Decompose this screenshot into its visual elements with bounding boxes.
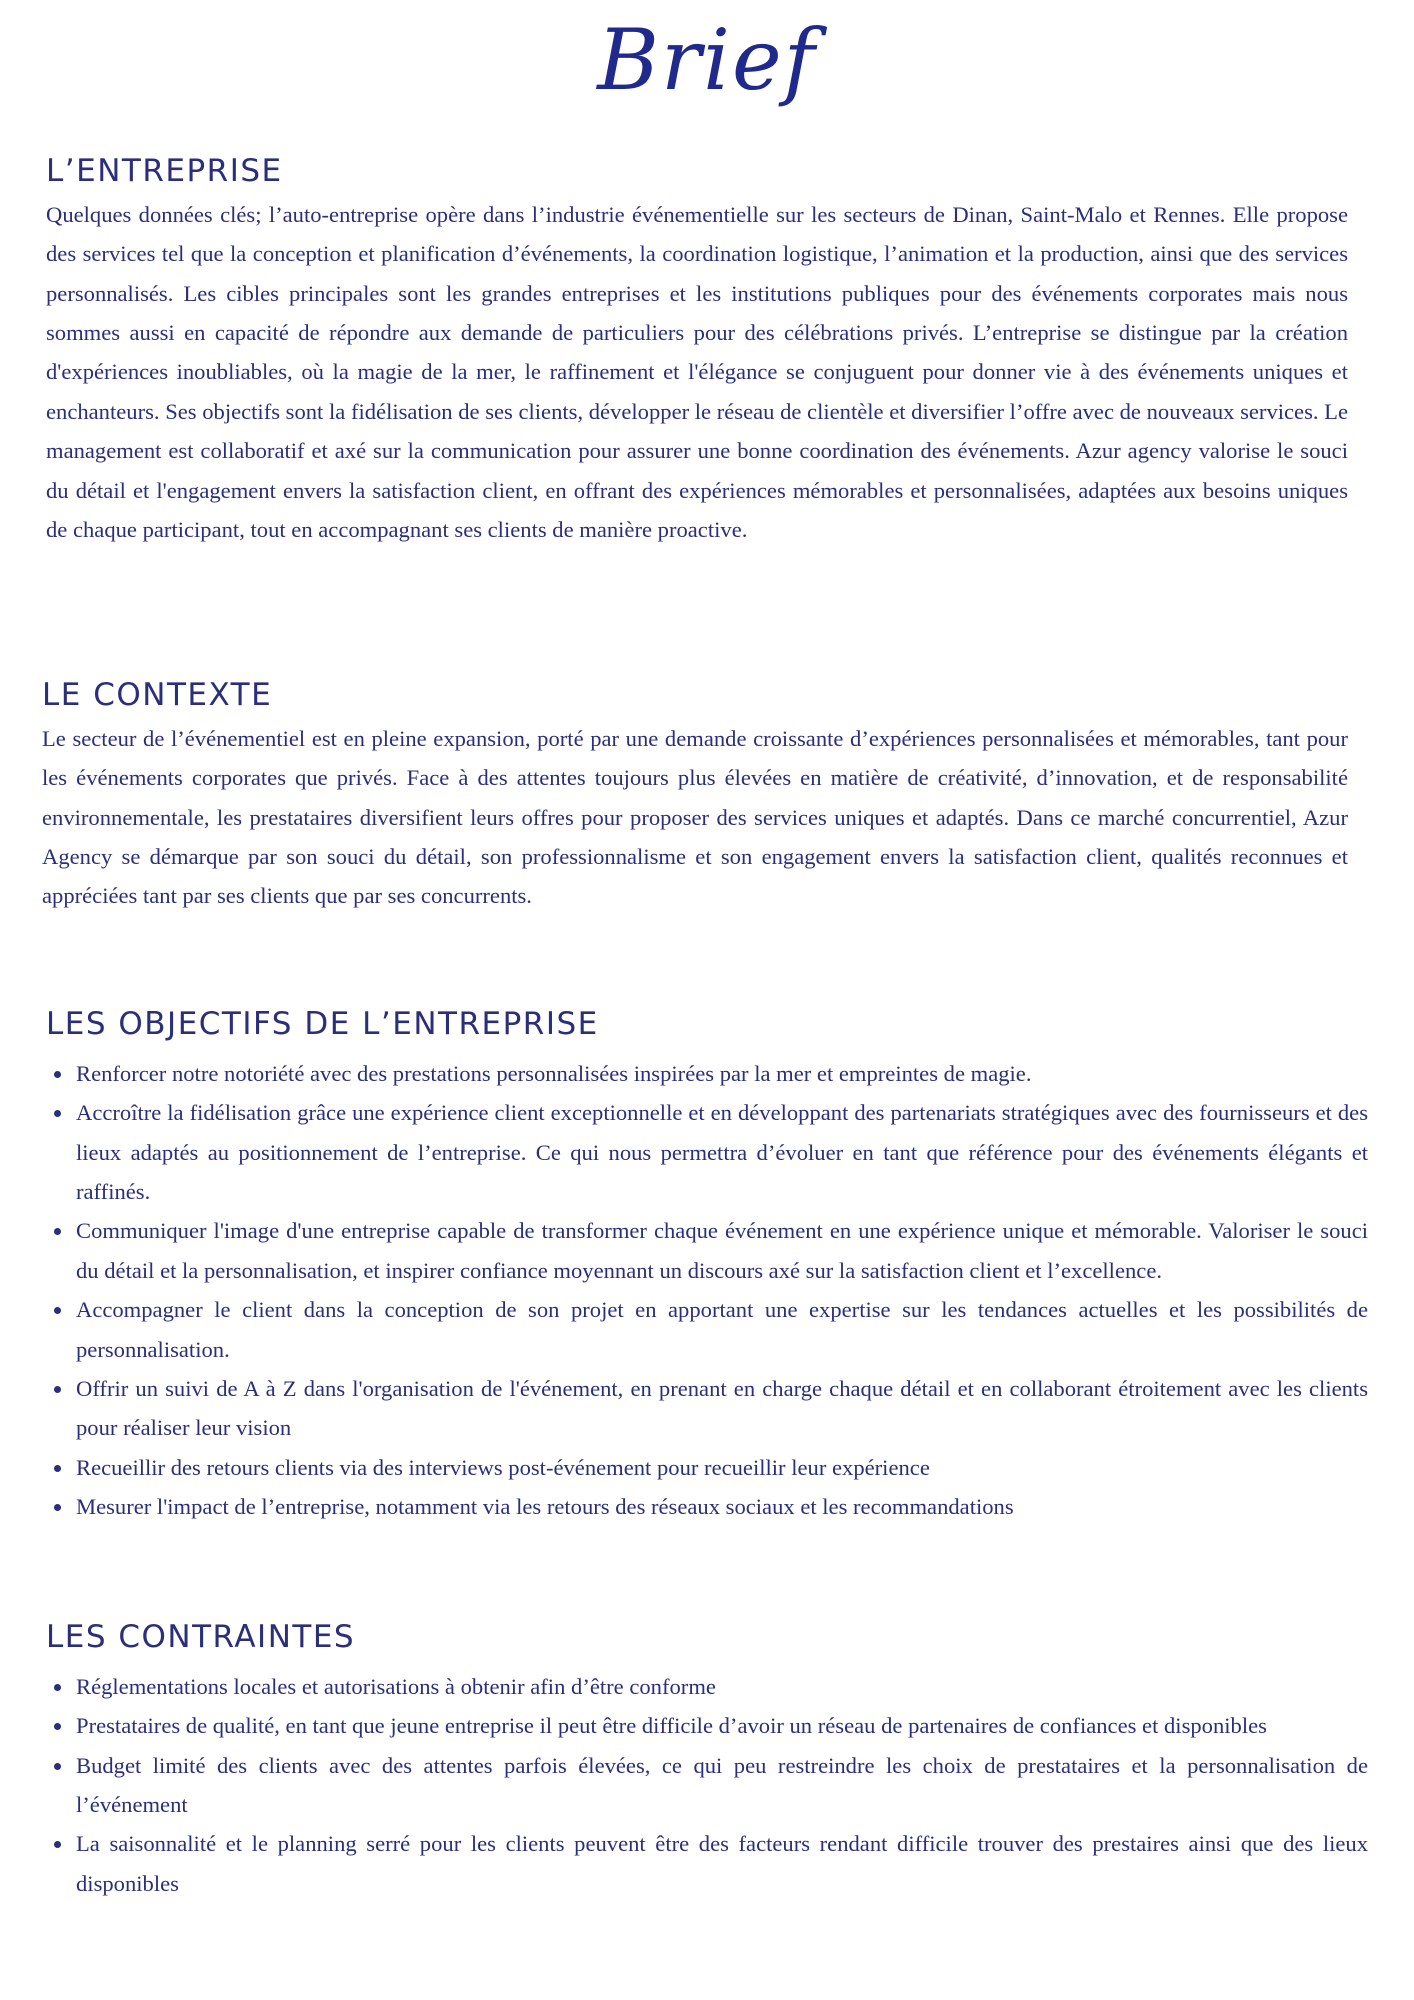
section-text-entreprise: Quelques données clés; l’auto-entreprise opère dans l’industrie événementielle sur les secteurs de Dinan, Saint-Malo et Rennes. Elle propose des services tel que la conception et planification d’événements, la coordination logistique, l’animation et la production, ainsi que des services personnalisés. Les cibles principales sont les grandes entreprises et les institutions publiques pour des événements corporates mais nous sommes aussi en capacité de répondre aux demande de particuliers pour des célébrations privés. L’entreprise se distingue par la création d'expériences inoubliables, où la magie de la mer, le raffinement et l'élégance se conjuguent pour donner vie à des événements uniques et enchanteurs. Ses objectifs sont la fidélisation de ses clients, développer le réseau de clientèle et diversifier l’offre avec de nouveaux services. Le management est collaboratif et axé sur la communication pour assurer une bonne coordination des événements. Azur agency valorise le souci du détail et l'engagement envers la satisfaction client, en offrant des expériences mémorables et personnalisées, adaptées aux besoins uniques de chaque participant, tout en accompagnant ses clients de manière proactive.: [46, 201, 1348, 542]
section-heading-contraintes: LES CONTRAINTES: [46, 1619, 356, 1655]
section-heading-objectifs: LES OBJECTIFS DE L’ENTREPRISE: [46, 1006, 599, 1042]
section-objectifs: [46, 1005, 1368, 1527]
section-entreprise: [46, 152, 1348, 549]
list-item: Accroître la fidélisation grâce une expérience client exceptionnelle et en développant des partenariats stratégiques avec des fournisseurs et des lieux adaptés au positionnement de l’entreprise. Ce qui nous permettra d’évoluer en tant que référence pour des événements élégants et raffinés.: [76, 1093, 1368, 1211]
list-item: Recueillir des retours clients via des interviews post-événement pour recueillir leur expérience: [76, 1448, 1368, 1487]
objectifs-list: [46, 1054, 1368, 1527]
page-title: Brief: [597, 11, 817, 109]
list-item: Accompagner le client dans la conception de son projet en apportant une expertise sur les tendances actuelles et les possibilités de personnalisation.: [76, 1290, 1368, 1369]
list-item: La saisonnalité et le planning serré pour les clients peuvent être des facteurs rendant difficile trouver des prestaires ainsi que des lieux disponibles: [76, 1824, 1368, 1903]
list-item: Offrir un suivi de A à Z dans l'organisation de l'événement, en prenant en charge chaque détail et en collaborant étroitement avec les clients pour réaliser leur vision: [76, 1369, 1368, 1448]
list-item: Réglementations locales et autorisations à obtenir afin d’être conforme: [76, 1667, 1368, 1706]
section-contraintes: [46, 1618, 1368, 1903]
list-item: Communiquer l'image d'une entreprise capable de transformer chaque événement en une expérience unique et mémorable. Valoriser le souci du détail et la personnalisation, et inspirer confiance moyennant un discours axé sur la satisfaction client et l’excellence.: [76, 1211, 1368, 1290]
list-item: Prestataires de qualité, en tant que jeune entreprise il peut être difficile d’avoir un réseau de partenaires de confiances et disponibles: [76, 1706, 1368, 1745]
section-heading-contexte: LE CONTEXTE: [42, 677, 273, 713]
section-text-contexte: Le secteur de l’événementiel est en pleine expansion, porté par une demande croissante d’expériences personnalisées et mémorables, tant pour les événements corporates que privés. Face à des attentes toujours plus élevées en matière de créativité, d’innovation, et de responsabilité environnementale, les prestataires diversifient leurs offres pour proposer des services uniques et adaptés. Dans ce marché concurrentiel, Azur Agency se démarque par son souci du détail, son professionnalisme et son engagement envers la satisfaction client, qualités reconnues et appréciées tant par ses clients que par ses concurrents.: [42, 725, 1348, 909]
list-item: Mesurer l'impact de l’entreprise, notamment via les retours des réseaux sociaux et les recommandations: [76, 1487, 1368, 1526]
list-item: Renforcer notre notoriété avec des prestations personnalisées inspirées par la mer et empreintes de magie.: [76, 1054, 1368, 1093]
contraintes-list: [46, 1667, 1368, 1903]
list-item: Budget limité des clients avec des attentes parfois élevées, ce qui peu restreindre les choix de prestataires et la personnalisation de l’événement: [76, 1746, 1368, 1825]
section-contexte: [42, 676, 1348, 916]
section-heading-entreprise: L’ENTREPRISE: [46, 153, 283, 189]
